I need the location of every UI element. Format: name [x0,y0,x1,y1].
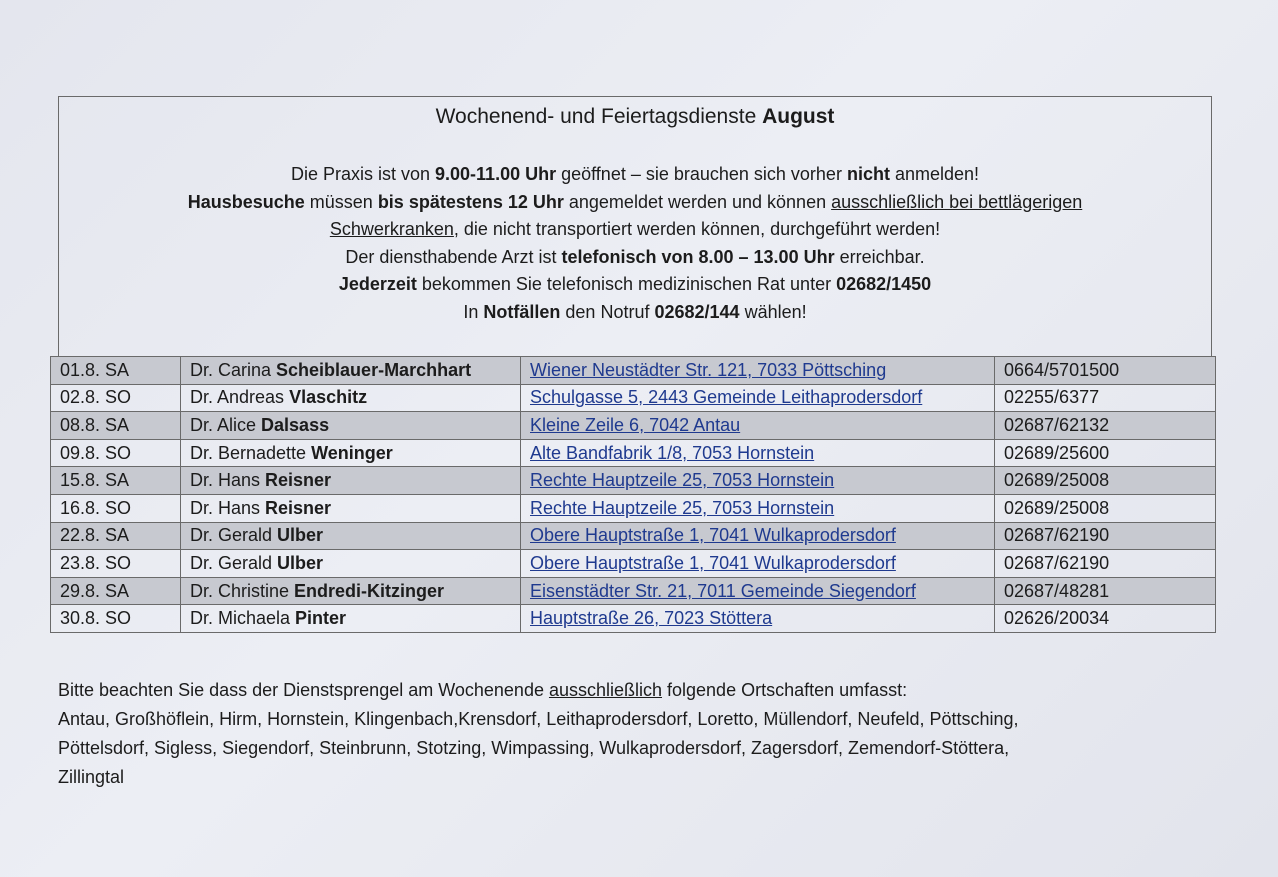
phone-cell: 02255/6377 [995,384,1216,412]
footer-line: Antau, Großhöflein, Hirm, Hornstein, Klingenbach,Krensdorf, Leithaprodersdorf, Loretto, Müllendorf, Neufeld, Pöttsching, [58,709,1019,729]
footer-line: Zillingtal [58,767,125,787]
doctor-first-name: Dr. Michaela [190,608,296,629]
info-text-segment: telefonisch von 8.00 – 13.00 Uhr [561,246,835,267]
doctor-first-name: Dr. Carina [190,359,277,380]
phone-cell: 02689/25008 [995,467,1216,495]
table-row [51,384,1216,412]
table-row [51,494,1216,522]
doctor-last-name: Scheiblauer-Marchhart [276,359,472,380]
title-text: Wochenend- und Feiertagsdienste [435,105,763,128]
doctor-first-name: Dr. Gerald [190,525,278,546]
address-cell [521,384,995,412]
doctor-last-name: Weninger [311,442,393,463]
info-text-segment: müssen [304,191,378,212]
doctor-last-name: Reisner [265,497,332,518]
address-cell [521,412,995,440]
phone-cell: 02689/25008 [995,494,1216,522]
footer-text-segment: Bitte beachten Sie dass der Dienstsprengel am Wochenende [58,680,549,700]
date-cell: 08.8. SA [51,412,181,440]
info-text-segment: anmelden! [889,164,980,184]
info-text-segment: bekommen Sie telefonisch medizinischen Rat unter [416,274,837,294]
info-line-hours [59,161,1211,189]
table-row [51,605,1216,633]
info-text-segment: Notfällen [483,301,561,322]
date-cell: 15.8. SA [51,467,181,495]
doctor-cell [181,384,521,412]
info-text-segment: ausschließlich bei bettlägerigen [831,191,1083,212]
doctor-cell [181,494,521,522]
date-cell: 09.8. SO [51,439,181,467]
doctor-first-name: Dr. Christine [190,580,295,601]
info-line-advice [59,271,1211,299]
doctor-cell [181,467,521,495]
info-text-segment: erreichbar. [834,246,925,267]
address-cell [521,494,995,522]
info-text-segment: Der diensthabende Arzt ist [345,246,562,267]
address-link[interactable]: Kleine Zeile 6, 7042 Antau [530,414,741,435]
table-row [51,357,1216,385]
doctor-last-name: Dalsass [261,414,330,435]
address-link[interactable]: Rechte Hauptzeile 25, 7053 Hornstein [530,497,835,518]
doctor-cell [181,522,521,550]
notice-box [58,96,1212,356]
doctor-cell [181,439,521,467]
info-text-segment: bis spätestens 12 Uhr [377,191,564,212]
table-row [51,439,1216,467]
title-month: August [762,105,835,128]
info-text-segment: den Notruf [560,301,655,322]
info-text-segment: Die Praxis ist von [290,164,436,184]
address-link[interactable]: Rechte Hauptzeile 25, 7053 Hornstein [530,470,835,491]
info-text-segment: 02682/144 [654,301,740,322]
footer-text-segment: ausschließlich [548,680,663,700]
doctor-first-name: Dr. Hans [190,497,266,518]
address-cell [521,439,995,467]
address-link[interactable]: Hauptstraße 26, 7023 Stöttera [530,608,773,629]
phone-cell: 02687/62132 [995,412,1216,440]
doctor-first-name: Dr. Alice [190,414,262,435]
info-text-segment: Schwerkranken [329,219,454,239]
table-row [51,412,1216,440]
footer-text-segment: folgende Ortschaften umfasst: [662,680,908,700]
footer-line: Pöttelsdorf, Sigless, Siegendorf, Steinbrunn, Stotzing, Wimpassing, Wulkaprodersdorf, Zagersdorf, Zemendorf-Stöttera, [58,738,1010,758]
date-cell: 30.8. SO [51,605,181,633]
info-text-segment: geöffnet – sie brauchen sich vorher [556,164,847,184]
address-link[interactable]: Obere Hauptstraße 1, 7041 Wulkaprodersdorf [530,552,896,573]
phone-cell: 02687/62190 [995,550,1216,578]
address-cell [521,467,995,495]
address-cell [521,605,995,633]
doctor-cell [181,550,521,578]
doctor-cell [181,577,521,605]
info-text-segment: Jederzeit [338,274,417,294]
phone-cell: 02689/25600 [995,439,1216,467]
doctor-first-name: Dr. Andreas [190,387,290,408]
phone-cell: 02626/20034 [995,605,1216,633]
footer-line [58,676,1228,705]
doctor-last-name: Vlaschitz [289,387,368,408]
table-row [51,577,1216,605]
address-cell [521,357,995,385]
info-text-segment: nicht [846,164,890,184]
phone-cell: 02687/62190 [995,522,1216,550]
date-cell: 02.8. SO [51,384,181,412]
table-row [51,550,1216,578]
doctor-first-name: Dr. Bernadette [190,442,312,463]
doctor-last-name: Reisner [265,470,332,491]
date-cell: 01.8. SA [51,357,181,385]
info-text-segment: 9.00-11.00 Uhr [435,164,557,184]
doctor-last-name: Ulber [277,525,324,546]
address-cell [521,550,995,578]
info-line-patients [59,216,1211,244]
phone-cell: 0664/5701500 [995,357,1216,385]
info-text-segment: In [463,301,484,322]
info-line-emergency [59,299,1211,327]
duty-schedule-table [50,356,1216,633]
table-row [51,467,1216,495]
date-cell: 22.8. SA [51,522,181,550]
doctor-last-name: Endredi-Kitzinger [294,580,445,601]
info-text-segment: , die nicht transportiert werden können, durchgeführt werden! [453,219,941,239]
date-cell: 29.8. SA [51,577,181,605]
address-link[interactable]: Schulgasse 5, 2443 Gemeinde Leithaprodersdorf [530,387,923,408]
info-text [59,161,1211,326]
phone-cell: 02687/48281 [995,577,1216,605]
address-link[interactable]: Alte Bandfabrik 1/8, 7053 Hornstein [530,442,815,463]
info-line-phone-hours [59,244,1211,272]
doctor-first-name: Dr. Hans [190,470,266,491]
doctor-first-name: Dr. Gerald [190,552,278,573]
address-cell [521,522,995,550]
address-link[interactable]: Obere Hauptstraße 1, 7041 Wulkaprodersdorf [530,525,896,546]
info-text-segment: 02682/1450 [836,274,932,294]
date-cell: 16.8. SO [51,494,181,522]
address-link[interactable]: Wiener Neustädter Str. 121, 7033 Pöttsching [530,359,887,380]
info-line-house-calls [59,189,1211,217]
info-text-segment: Hausbesuche [187,191,305,212]
address-cell [521,577,995,605]
doctor-cell [181,605,521,633]
info-text-segment: wählen! [739,301,807,322]
doctor-last-name: Ulber [277,552,324,573]
doctor-last-name: Pinter [295,608,347,629]
table-row [51,522,1216,550]
address-link[interactable]: Eisenstädter Str. 21, 7011 Gemeinde Siegendorf [530,580,916,601]
info-text-segment: angemeldet werden und können [563,191,832,212]
doctor-cell [181,357,521,385]
doctor-cell [181,412,521,440]
coverage-area-note [58,676,1228,792]
page-title [59,105,1211,129]
date-cell: 23.8. SO [51,550,181,578]
